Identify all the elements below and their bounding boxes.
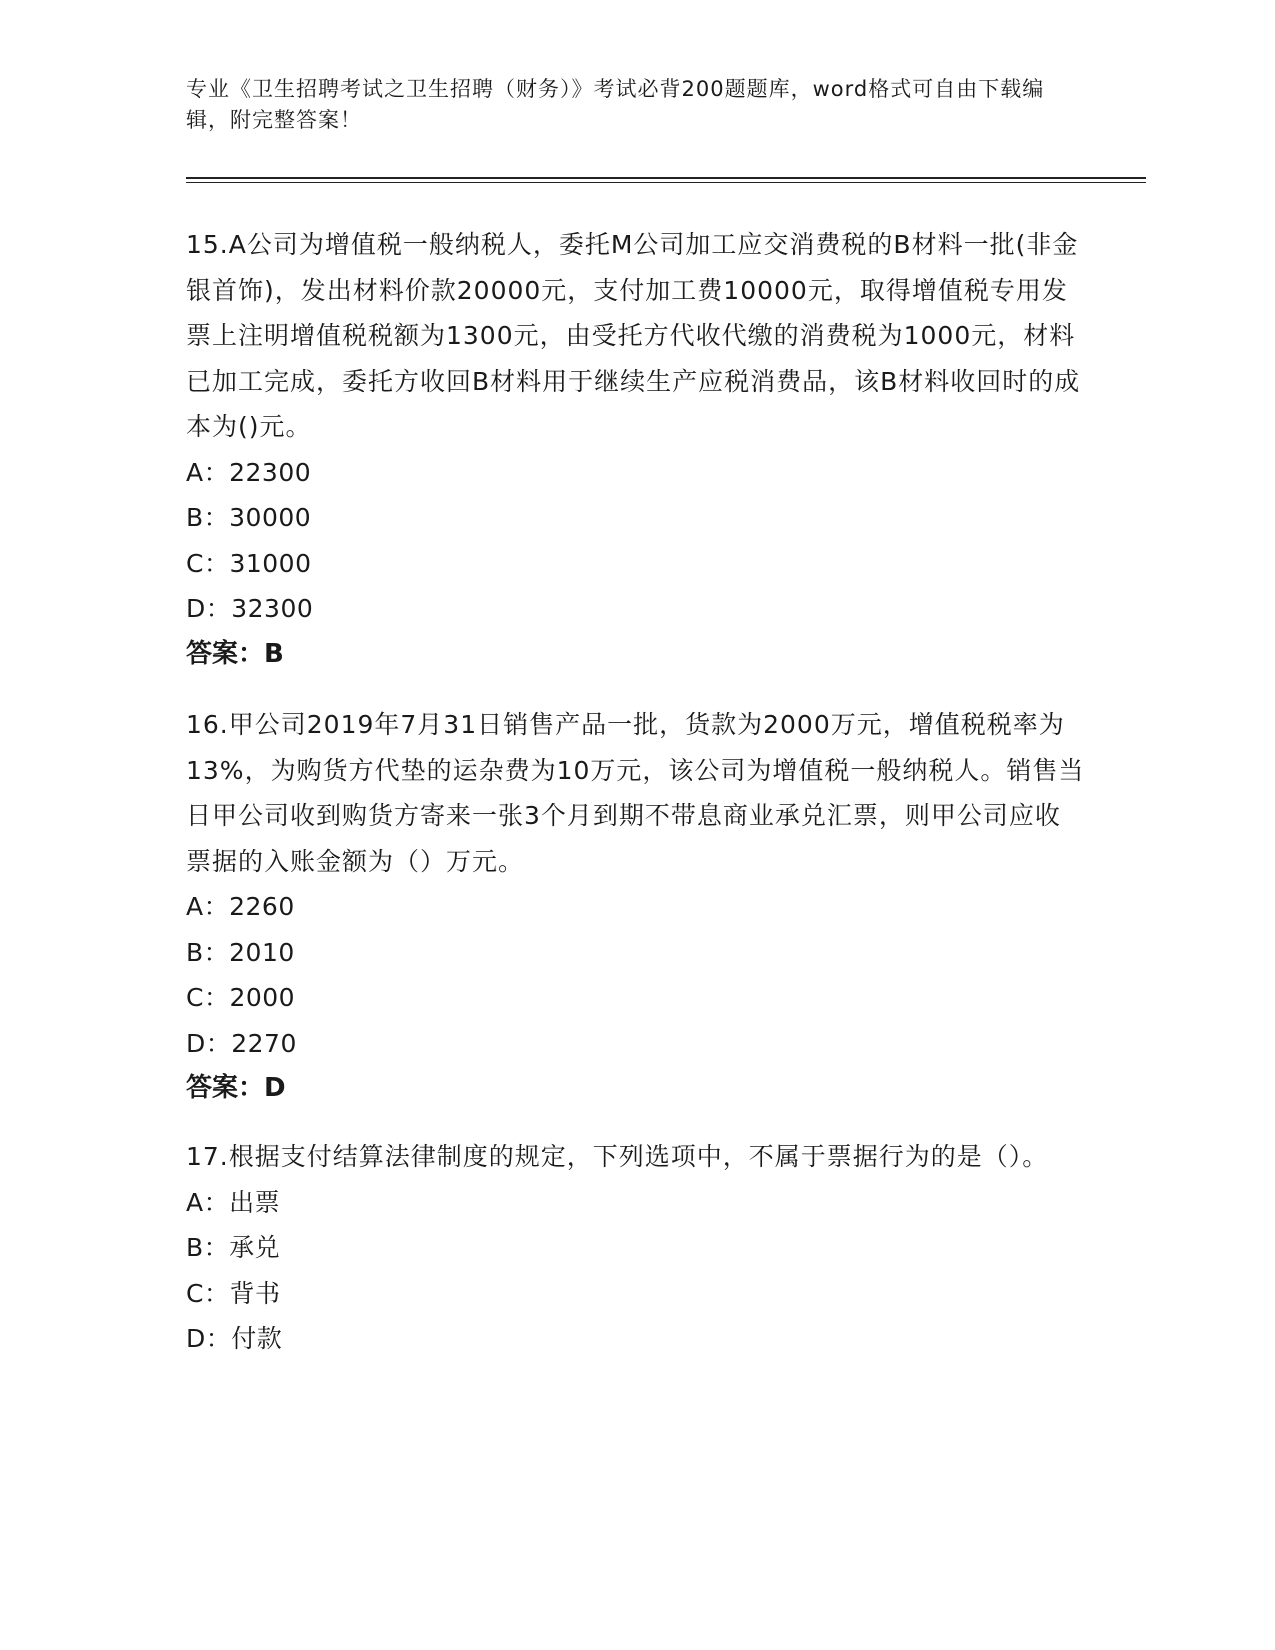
header-divider-thin bbox=[186, 182, 1146, 183]
option-c: C：2000 bbox=[186, 983, 296, 1012]
option-b: B：承兑 bbox=[186, 1233, 281, 1262]
header-divider bbox=[186, 177, 1146, 179]
question-stem: 15.A公司为增值税一般纳税人，委托M公司加工应交消费税的B材料一批(非金银首饰)，发出材料价款20000元，支付加工费10000元，取得增值税专用发票上注明增值税税额为1300元，由受托方代收代缴的消费税为1000元，材料已加工完成，委托方收回B材料用于继续生产应税消费品，该B材料收回时的成本为()元。 bbox=[186, 230, 1081, 441]
option-d: D：32300 bbox=[186, 594, 314, 623]
question-17 bbox=[186, 1134, 1086, 1362]
question-15 bbox=[186, 222, 1086, 677]
document-header: 专业《卫生招聘考试之卫生招聘（财务）》考试必背200题题库，word格式可自由下载编辑，附完整答案！ bbox=[186, 77, 1045, 132]
question-stem: 17.根据支付结算法律制度的规定，下列选项中，不属于票据行为的是（）。 bbox=[186, 1142, 1049, 1171]
option-d: D：付款 bbox=[186, 1324, 283, 1353]
option-b: B：30000 bbox=[186, 503, 312, 532]
answer-line: 答案：D bbox=[186, 1073, 286, 1103]
option-c: C：背书 bbox=[186, 1278, 281, 1308]
option-b: B：2010 bbox=[186, 937, 295, 967]
question-stem: 16.甲公司2019年7月31日销售产品一批，货款为2000万元，增值税税率为13%，为购货方代垫的运杂费为10万元，该公司为增值税一般纳税人。销售当日甲公司收到购货方寄来一张3个月到期不带息商业承兑汇票，则甲公司应收票据的入账金额为（）万元。 bbox=[186, 710, 1085, 876]
option-a: A：22300 bbox=[186, 457, 312, 487]
option-a: A：2260 bbox=[186, 892, 295, 921]
option-a: A：出票 bbox=[186, 1187, 281, 1217]
option-d: D：2270 bbox=[186, 1028, 297, 1058]
answer-line: 答案：B bbox=[186, 638, 284, 669]
option-c: C：31000 bbox=[186, 548, 312, 578]
question-16 bbox=[186, 702, 1086, 1112]
